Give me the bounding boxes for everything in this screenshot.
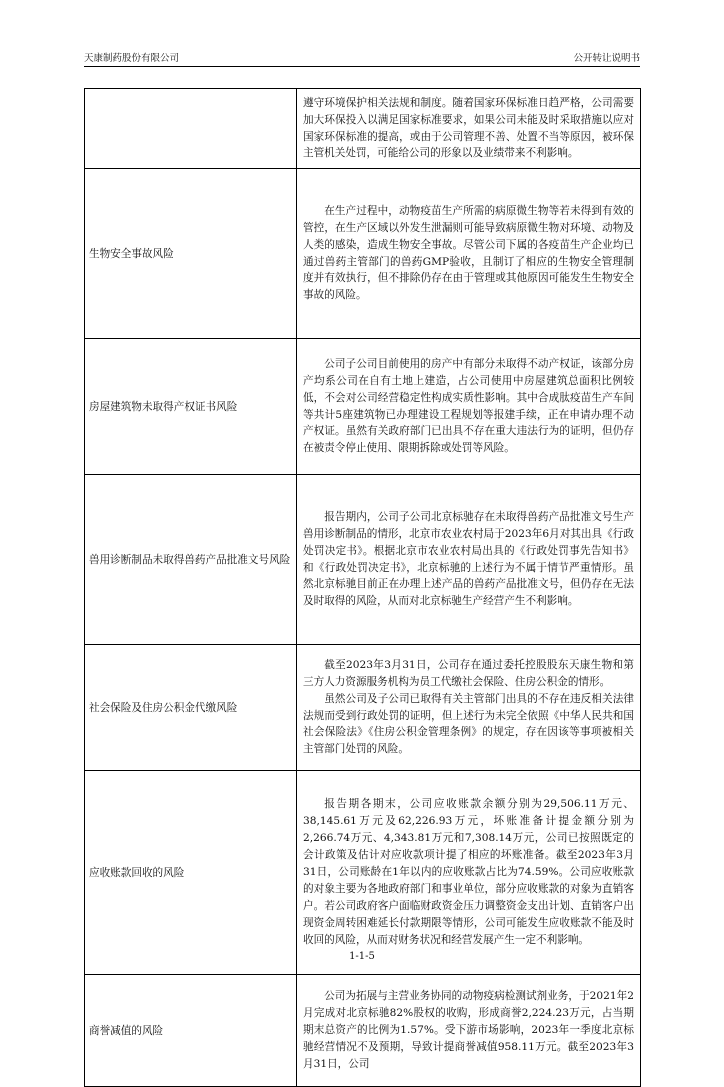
risk-row: [85, 975, 641, 1087]
risk-row: [85, 475, 641, 645]
risk-name: 应收账款回收的风险: [85, 771, 297, 975]
risk-row: [85, 771, 641, 975]
risk-name: [85, 89, 297, 169]
header-doc-title: 公开转让说明书: [573, 53, 640, 64]
risk-description: [297, 169, 641, 339]
risk-name: 商誉减值的风险: [85, 975, 297, 1087]
risk-row: [85, 339, 641, 475]
page-header: [84, 50, 640, 66]
risk-description: [297, 645, 641, 771]
risk-name: 兽用诊断制品未取得兽药产品批准文号风险: [85, 475, 297, 645]
description-paragraph: 遵守环境保护相关法规和制度。随着国家环保标准日趋严格，公司需要加大环保投入以满足国家标准要求，如果公司未能及时采取措施以应对国家环保标准的提高，或由于公司管理不善、处置不当等原因，被环保主管机关处罚，可能给公司的形象以及业绩带来不利影响。: [303, 96, 634, 160]
risk-row: [85, 169, 641, 339]
risk-description: [297, 771, 641, 975]
risk-name: 房屋建筑物未取得产权证书风险: [85, 339, 297, 475]
risk-description: [297, 975, 641, 1087]
risk-table: [84, 88, 641, 1087]
risk-row: [85, 645, 641, 771]
description-paragraph: 报告期内，公司子公司北京标驰存在未取得兽药产品批准文号生产兽用诊断制品的情形，北京市农业农村局于2023年6月对其出具《行政处罚决定书》。根据北京市农业农村局出具的《行政处罚事先告知书》和《行政处罚决定书》，北京标驰的上述行为不属于情节严重情形。虽然北京标驰目前正在办理上述产品的兽药产品批准文号，但仍存在无法及时取得的风险，从而对北京标驰生产经营产生不利影响。: [303, 510, 634, 608]
risk-description: [297, 475, 641, 645]
description-paragraph: 公司子公司目前使用的房产中有部分未取得不动产权证，该部分房产均系公司在自有土地上建造，占公司使用中房屋建筑总面积比例较低，不会对公司经营稳定性构成实质性影响。其中合成肽疫苗生产车间等共计5座建筑物已办理建设工程规划等报建手续，正在申请办理不动产权证。虽然有关政府部门已出具不存在重大违法行为的证明，但仍存在被责令停止使用、限期拆除或处罚等风险。: [303, 357, 634, 455]
page-number: 1-1-5: [349, 951, 375, 962]
risk-name: 生物安全事故风险: [85, 169, 297, 339]
risk-row: [85, 89, 641, 169]
header-rule: [84, 66, 640, 67]
description-paragraph: 虽然公司及子公司已取得有关主管部门出具的不存在违反相关法律法规而受到行政处罚的证明，但上述行为未完全依照《中华人民共和国社会保险法》《住房公积金管理条例》的规定，存在因该等事项被相关主管部门处罚的风险。: [303, 692, 634, 756]
risk-description: [297, 89, 641, 169]
description-paragraph: 截至2023年3月31日，公司存在通过委托控股股东天康生物和第三方人力资源服务机构为员工代缴社会保险、住房公积金的情形。: [303, 658, 634, 688]
risk-description: [297, 339, 641, 475]
risk-name: 社会保险及住房公积金代缴风险: [85, 645, 297, 771]
description-paragraph: 在生产过程中，动物疫苗生产所需的病原微生物等若未得到有效的管控，在生产区域以外发生泄漏则可能导致病原微生物对环境、动物及人类的感染，造成生物安全事故。尽管公司下属的各疫苗生产企业均已通过兽药主管部门的兽药GMP验收，且制订了相应的生物安全管理制度并有效执行，但不排除仍存在由于管理或其他原因可能发生生物安全事故的风险。: [303, 204, 634, 302]
description-paragraph: 公司为拓展与主营业务协同的动物疫病检测试剂业务，于2021年2月完成对北京标驰82%股权的收购，形成商誉2,224.23万元，占当期期末总资产的比例为1.57%。受下游市场影响，2023年一季度北京标驰经营情况不及预期，导致计提商誉减值958.11万元。截至2023年3月31日，公司: [303, 990, 634, 1070]
header-company: 天康制药股份有限公司: [84, 53, 180, 64]
description-paragraph: 报告期各期末，公司应收账款余额分别为29,506.11万元、38,145.61万元及62,226.93万元，坏账准备计提金额分别为2,266.74万元、4,343.81万元和7,308.14万元，公司已按照既定的会计政策及估计对应收款项计提了相应的坏账准备。截至2023年3月31日，公司账龄在1年以内的应收账款占比为74.59%。公司应收账款的对象主要为各地政府部门和事业单位，部分应收账款的对象为直销客户。若公司政府客户面临财政资金压力调整资金支出计划、直销客户出现资金周转困难延长付款期限等情形，公司可能发生应收账款不能及时收回的风险，从而对财务状况和经营发展产生一定不利影响。: [303, 798, 634, 946]
